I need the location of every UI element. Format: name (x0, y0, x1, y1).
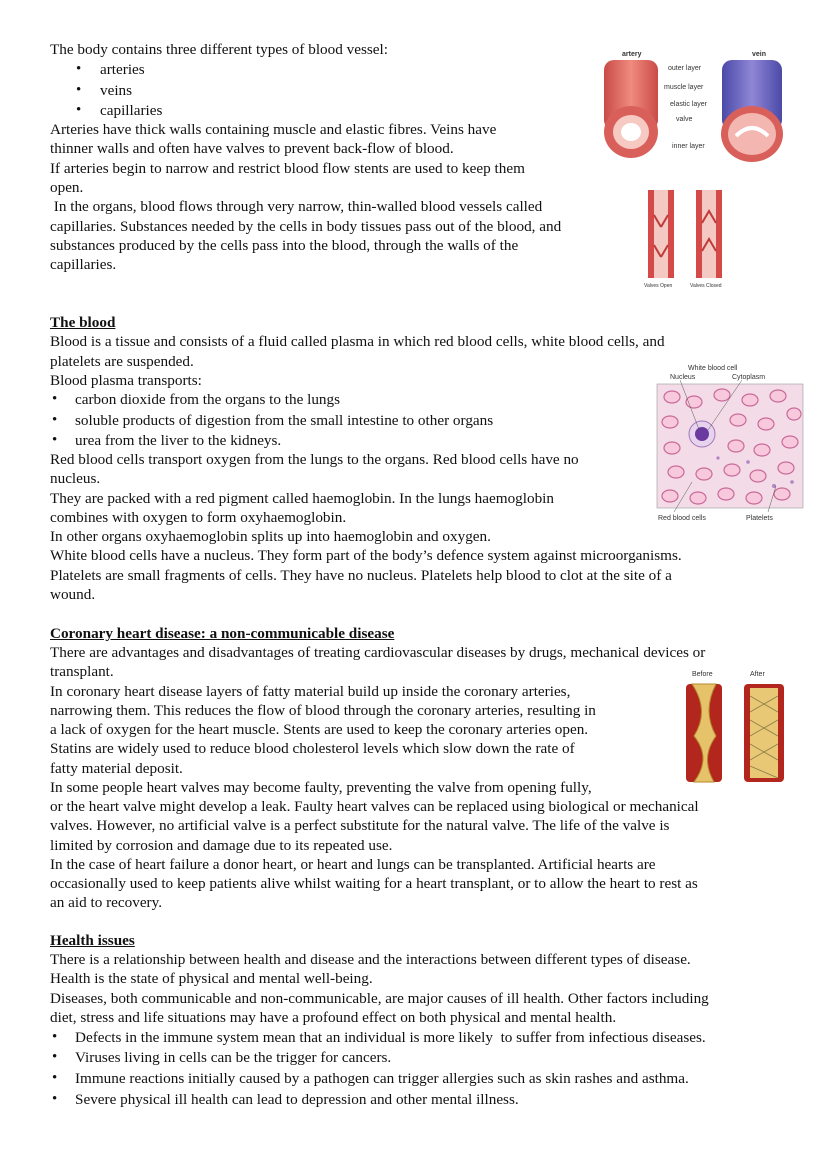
bullet: • (52, 432, 58, 448)
bullet: • (52, 391, 58, 407)
bullet: • (52, 412, 58, 428)
paragraph-line: diet, stress and life situations may have a profound effect on both physical and mental health. (50, 1009, 617, 1026)
paragraph-line: Health is the state of physical and mental well-being. (50, 970, 373, 987)
paragraph-line: Blood is a tissue and consists of a fluid called plasma in which red blood cells, white blood cells, and (50, 333, 665, 350)
paragraph-line: wound. (50, 586, 96, 603)
bullet: • (76, 102, 82, 118)
inner-layer-label: inner layer (672, 143, 705, 150)
bullet: • (76, 82, 82, 98)
artery-inner (621, 123, 641, 141)
paragraph-line: an aid to recovery. (50, 894, 163, 911)
artery-label: artery (622, 51, 642, 58)
stent-lumen (750, 688, 778, 778)
paragraph-line: thinner walls and often have valves to prevent back-flow of blood. (50, 140, 454, 157)
paragraph-line: occasionally used to keep patients alive whilst waiting for a heart transplant, or to allow the heart to rest as (50, 875, 698, 892)
paragraph-line: capillaries. Substances needed by the cells in body tissues pass out of the blood, and (50, 218, 562, 235)
paragraph-line: or the heart valve might develop a leak. Faulty heart valves can be replaced using biological or mechanical (50, 798, 699, 815)
elastic-layer-label: elastic layer (670, 101, 707, 108)
cytoplasm-label: Cytoplasm (732, 374, 766, 381)
paragraph-line: White blood cells have a nucleus. They form part of the body’s defence system against microorganisms. (50, 547, 682, 564)
wbc-label: White blood cell (688, 365, 738, 372)
paragraph-line: Statins are widely used to reduce blood cholesterol levels which slow down the rate of (50, 740, 575, 757)
list-item: Immune reactions initially caused by a pathogen can trigger allergies such as skin rashes and asthma. (75, 1070, 689, 1087)
vein-open-lumen (654, 190, 668, 278)
paragraph-line: limited by corrosion and damage due to its repeated use. (50, 837, 393, 854)
paragraph-line: If arteries begin to narrow and restrict blood flow stents are used to keep them (50, 160, 525, 177)
platelets-label: Platelets (746, 515, 773, 522)
vein-closed-lumen (702, 190, 716, 278)
outer-layer-label: outer layer (668, 65, 702, 72)
paragraph-line: transplant. (50, 663, 114, 680)
heading-blood: The blood (50, 314, 116, 331)
list-item: Viruses living in cells can be the trigger for cancers. (75, 1049, 392, 1066)
paragraph-line: In other organs oxyhaemoglobin splits up into haemoglobin and oxygen. (50, 528, 491, 545)
paragraph-line: In the case of heart failure a donor heart, or heart and lungs can be transplanted. Artificial hearts are (50, 856, 656, 873)
bullet: • (76, 61, 82, 77)
after-label: After (750, 671, 765, 678)
bullet: • (52, 1049, 58, 1065)
stent-diagram (680, 666, 792, 784)
bullet: • (52, 1070, 58, 1086)
paragraph-line: They are packed with a red pigment called haemoglobin. In the lungs haemoglobin (50, 490, 554, 507)
vessel-item: veins (100, 82, 133, 99)
paragraph-line: open. (50, 179, 84, 196)
rbc-label: Red blood cells (658, 515, 706, 522)
paragraph-line: a lack of oxygen for the heart muscle. Stents are used to keep the coronary arteries open. (50, 721, 589, 738)
list-item: urea from the liver to the kidneys. (75, 432, 282, 449)
heading-health: Health issues (50, 932, 135, 949)
paragraph-line: In the organs, blood flows through very narrow, thin-walled blood vessels called (50, 198, 543, 215)
valves-closed-label: Valves Closed (690, 283, 722, 289)
list-item: carbon dioxide from the organs to the lungs (75, 391, 341, 408)
intro-text: The body contains three different types of blood vessel: (50, 41, 388, 58)
bullet: • (52, 1091, 58, 1107)
before-label: Before (692, 671, 713, 678)
paragraph-line: Diseases, both communicable and non-communicable, are major causes of ill health. Other factors including (50, 990, 709, 1007)
vein-valves-diagram (640, 185, 735, 290)
nucleus-label: Nucleus (670, 374, 696, 381)
paragraph-line: There are advantages and disadvantages of treating cardiovascular diseases by drugs, mechanical devices or (50, 644, 706, 661)
heading-coronary: Coronary heart disease: a non-communicable disease (50, 625, 395, 642)
paragraph-line: capillaries. (50, 256, 117, 273)
blood-cells-diagram (652, 362, 807, 526)
valves-open-label: Valves Open (644, 283, 673, 289)
paragraph-line: narrowing them. This reduces the flow of blood through the coronary arteries, resulting in (50, 702, 596, 719)
paragraph-line: substances produced by the cells pass into the blood, through the walls of the (50, 237, 519, 254)
vessel-item: arteries (100, 61, 145, 78)
paragraph-line: combines with oxygen to form oxyhaemoglobin. (50, 509, 347, 526)
paragraph-line: Blood plasma transports: (50, 372, 202, 389)
paragraph-line: fatty material deposit. (50, 760, 183, 777)
paragraph-line: Platelets are small fragments of cells. They have no nucleus. Platelets help blood to clot at the site of a (50, 567, 672, 584)
bullet: • (52, 1029, 58, 1045)
vessel-item: capillaries (100, 102, 163, 119)
list-item: soluble products of digestion from the small intestine to other organs (75, 412, 494, 429)
list-item: Defects in the immune system mean that an individual is more likely to suffer from infectious diseases. (75, 1029, 706, 1046)
vein-label: vein (752, 51, 767, 58)
valve-label: valve (676, 116, 693, 123)
wbc-nucleus (695, 427, 709, 441)
paragraph-line: Red blood cells transport oxygen from the lungs to the organs. Red blood cells have no (50, 451, 579, 468)
paragraph-line: There is a relationship between health and disease and the interactions between different types of disease. (50, 951, 691, 968)
muscle-layer-label: muscle layer (664, 84, 704, 91)
paragraph-line: platelets are suspended. (50, 353, 194, 370)
paragraph-line: nucleus. (50, 470, 101, 487)
list-item: Severe physical ill health can lead to depression and other mental illness. (75, 1091, 519, 1108)
paragraph-line: Arteries have thick walls containing muscle and elastic fibres. Veins have (50, 121, 497, 138)
paragraph-line: In coronary heart disease layers of fatty material build up inside the coronary arteries, (50, 683, 571, 700)
paragraph-line: In some people heart valves may become faulty, preventing the valve from opening fully, (50, 779, 592, 796)
artery-vein-diagram (600, 46, 785, 166)
paragraph-line: valves. However, no artificial valve is a perfect substitute for the natural valve. The life of the valve is (50, 817, 670, 834)
